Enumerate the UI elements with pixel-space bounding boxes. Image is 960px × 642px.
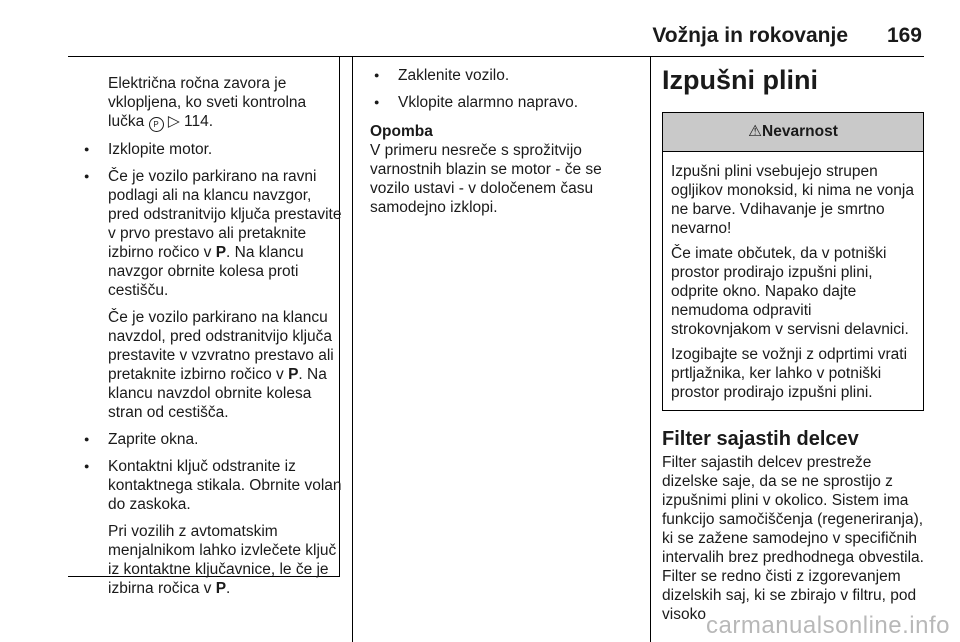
running-header: Vožnja in rokovanje xyxy=(652,24,848,47)
note-title: Opomba xyxy=(370,123,433,140)
column-3 xyxy=(662,64,924,624)
text-line: lučka xyxy=(108,113,145,130)
brake-note xyxy=(80,74,342,132)
subsection-title: Filter sajastih delcev xyxy=(662,428,859,450)
page-reference[interactable]: 114. xyxy=(184,113,214,130)
warning-box xyxy=(662,112,924,411)
list-paragraph: Pri vozilih z avtomatskim menjalnikom lahko izvlečete ključ iz kontaktne ključavnice, le če je izbirna ročica v P. xyxy=(108,523,337,597)
list-item: ● Vklopite alarmno napravo. xyxy=(370,93,638,112)
list-item: ● Kontaktni ključ odstranite iz kontaktnega stikala. Obrnite volan do zaskoka. Pri vozilih z avtomatskim menjalnikom lahko izvlečete ključ iz kontaktne ključavnice, le če je izbirna ročica v P. xyxy=(80,457,342,598)
page-number: 169 xyxy=(886,24,922,47)
text-line: vklopljena, ko sveti kontrolna xyxy=(108,94,307,111)
list-item: ● Zaprite okna. xyxy=(80,430,342,449)
warning-paragraph: Če imate občutek, da v potniški prostor prodirajo izpušni plini, odprite okno. Napako dajte nemudoma odpraviti strokovnjakom v servisni delavnici. xyxy=(671,245,909,338)
note-text: V primeru nesreče s sprožitvijo varnostnih blazin se motor - če se vozilo ustavi - v določenem času samodejno izklopi. xyxy=(370,142,602,216)
warning-header xyxy=(663,113,923,152)
list-paragraph: Če je vozilo parkirano na klancu navzdol, pred odstranitvijo ključa prestavite v vzvratno prestavo ali pretaknite izbirno ročico v P. Na klancu navzdol obrnite kolesa stran od cestišča. xyxy=(108,309,334,421)
section-title: Izpušni plini xyxy=(662,65,818,95)
page-ref-arrow-icon: ▷ xyxy=(167,113,180,130)
warning-triangle-icon: ⚠ xyxy=(748,123,763,140)
subsection-text: Filter sajastih delcev prestreže dizelske saje, da se ne sprostijo z izpušnimi plini v okolico. Sistem ima funkcijo samočiščenja (regeneriranja), ki se zažene samodejno v specifičnih intervalih brez predhodnega obvestila. Filter se redno čisti z izgorevanjem dizelskih saj, ki se zbirajo v filtru, pod visoko xyxy=(662,454,924,623)
warning-paragraph: Izogibajte se vožnji z odprtimi vrati prtljažnika, ker lahko v potniški prostor prodirajo izpušni plini. xyxy=(671,346,908,401)
warning-paragraph: Izpušni plini vsebujejo strupen ogljikov monoksid, ki nima ne vonja ne barve. Vdihavanje je smrtno nevarno! xyxy=(671,163,914,237)
list-item: ● Če je vozilo parkirano na ravni podlagi ali na klancu navzgor, pred odstranitvijo ključa prestavite v prvo prestavo ali pretaknite izbirno ročico v P. Na klancu navzgor obrnite kolesa proti cestišču. Če je vozilo parkirano na klancu navzdol, pred odstranitvijo ključa prestavite v vzvratno prestavo ali pretaknite izbirno ročico v P. Na klancu navzdol obrnite kolesa stran od cestišča. xyxy=(80,167,342,422)
warning-body xyxy=(663,152,923,410)
column-1 xyxy=(80,74,342,598)
list-item: ● Zaklenite vozilo. xyxy=(370,66,638,85)
watermark: carmanualsonline.info xyxy=(706,612,950,639)
column-divider xyxy=(352,56,353,642)
column-2 xyxy=(370,66,638,217)
column-divider xyxy=(650,56,651,642)
warning-label: Nevarnost xyxy=(762,123,838,140)
text-line: Električna ročna zavora je xyxy=(108,75,287,92)
list-item: ● Izklopite motor. xyxy=(80,140,342,159)
parking-brake-icon: P xyxy=(149,117,164,132)
